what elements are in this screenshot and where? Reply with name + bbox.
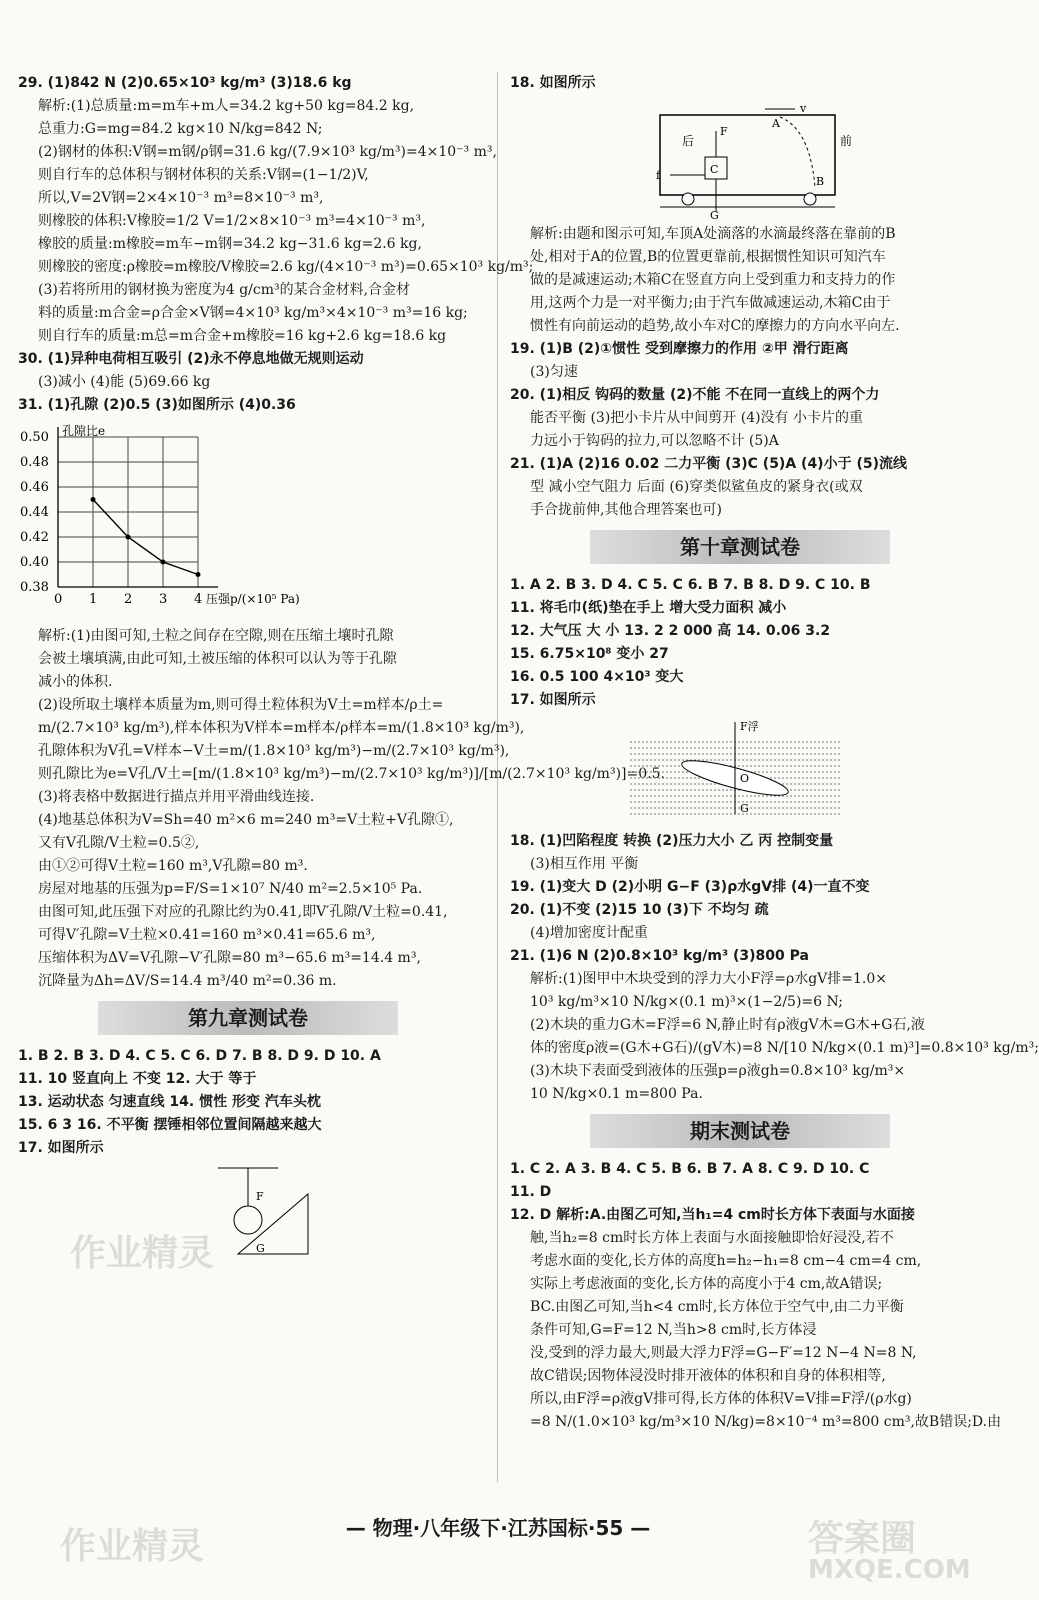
answer-line: 17. 如图所示 — [18, 1140, 104, 1156]
explanation-line: 则橡胶的密度:ρ橡胶=m橡胶/V橡胶=2.6 kg/(4×10⁻³ m³)=0.65×10³ kg/m³; — [38, 259, 534, 275]
explanation-line: 由图可知,此压强下对应的孔隙比约为0.41,即V′孔隙/V土粒=0.41, — [38, 904, 448, 920]
y-tick-label: 0.46 — [20, 480, 49, 495]
explanation-line: (2)钢材的体积:V钢=m钢/ρ钢=31.6 kg/(7.9×10³ kg/m³)=4×10⁻³ m³, — [38, 144, 497, 160]
explanation-line: 沉降量为Δh=ΔV/S=14.4 m³/40 m²=0.36 m. — [38, 973, 337, 989]
data-point — [126, 535, 131, 540]
explanation-line: 所以,V=2V钢=2×4×10⁻³ m³=8×10⁻³ m³, — [38, 190, 324, 206]
label-g: G — [710, 209, 719, 222]
section-heading: 第九章测试卷 — [98, 1001, 398, 1035]
explanation-line: 可得V′孔隙=V土粒×0.41=160 m³×0.41=65.6 m³, — [38, 927, 376, 943]
y-tick-label: 0.44 — [20, 505, 49, 520]
label-g-float: G — [740, 802, 749, 815]
explanation-line: 能否平衡 (3)把小卡片从中间剪开 (4)没有 小卡片的重 — [530, 410, 864, 426]
answer-line: 12. D 解析:A.由图乙可知,当h₁=4 cm时长方体下表面与水面接 — [510, 1207, 915, 1223]
answer-line: 30. (1)异种电荷相互吸引 (2)永不停息地做无规则运动 — [18, 351, 364, 367]
explanation-line: 解析:(1)总质量:m=m车+m人=34.2 kg+50 kg=84.2 kg, — [38, 98, 415, 114]
data-point — [196, 572, 201, 577]
answer-line: 16. 0.5 100 4×10³ 变大 — [510, 669, 684, 685]
explanation-line: 实际上考虑液面的变化,长方体的高度小于4 cm,故A错误; — [530, 1276, 883, 1292]
x-tick-label: 3 — [159, 592, 168, 607]
explanation-line: 处,相对于A的位置,B的位置更靠前,根据惯性知识可知汽车 — [530, 249, 886, 265]
answer-line: 21. (1)6 N (2)0.8×10³ kg/m³ (3)800 Pa — [510, 948, 809, 964]
answer-line: 31. (1)孔隙 (2)0.5 (3)如图所示 (4)0.36 — [18, 397, 296, 413]
explanation-line: 手合拢前伸,其他合理答案也可) — [530, 502, 722, 518]
answer-line: 11. 将毛巾(纸)垫在手上 增大受力面积 减小 — [510, 600, 787, 616]
explanation-line: 用,这两个力是一对平衡力;由于汽车做减速运动,木箱C由于 — [530, 295, 891, 311]
explanation-line: 型 减小空气阻力 后面 (6)穿类似鲨鱼皮的紧身衣(或双 — [530, 479, 863, 495]
answer-line: 15. 6.75×10⁸ 变小 27 — [510, 646, 669, 662]
answer-line: 11. 10 竖直向上 不变 12. 大于 等于 — [18, 1071, 257, 1087]
explanation-line: 解析:(1)图甲中木块受到的浮力大小F浮=ρ水gV排=1.0× — [530, 971, 888, 987]
y-tick-label: 0.42 — [20, 530, 49, 545]
y-tick-label: 0.40 — [20, 555, 49, 570]
answer-line: 20. (1)相反 钩码的数量 (2)不能 不在同一直线上的两个力 — [510, 387, 880, 403]
answer-line: 12. 大气压 大 小 13. 2 2 000 高 14. 0.06 3.2 — [510, 623, 831, 639]
explanation-line: 压缩体积为ΔV=V孔隙−V′孔隙=80 m³−65.6 m³=14.4 m³, — [38, 950, 421, 966]
explanation-line: =8 N/(1.0×10³ kg/m³×10 N/kg)=8×10⁻⁴ m³=800 cm³,故B错误;D.由 — [530, 1414, 1002, 1430]
explanation-line: (2)木块的重力G木=F浮=6 N,静止时有ρ液gV木=G木+G石,液 — [530, 1017, 925, 1033]
explanation-line: 则自行车的质量:m总=m合金+m橡胶=16 kg+2.6 kg=18.6 kg — [38, 328, 447, 344]
explanation-line: 解析:(1)由图可知,土粒之间存在空隙,则在压缩土壤时孔隙 — [38, 628, 394, 644]
explanation-line: 所以,由F浮=ρ液gV排可得,长方体的体积V=V排=F浮/(ρ水g) — [530, 1391, 912, 1407]
answer-line: 13. 运动状态 匀速直线 14. 惯性 形变 汽车头枕 — [18, 1094, 321, 1110]
label-c: C — [710, 163, 719, 176]
section-heading: 第十章测试卷 — [590, 530, 890, 564]
label-a: A — [772, 117, 780, 130]
watermark-3: 答案圈 — [808, 1518, 917, 1559]
label-b: B — [816, 175, 825, 188]
explanation-line: 则自行车的总体积与钢材体积的关系:V钢=(1−1/2)V, — [38, 167, 369, 183]
porosity-chart — [18, 421, 348, 621]
label-f: f — [656, 169, 661, 182]
label-f-up: F — [720, 125, 728, 138]
label-front: 前 — [840, 134, 853, 148]
explanation-line: 又有V孔隙/V土粒=0.5②, — [38, 835, 200, 851]
explanation-line: (4)增加密度计配重 — [530, 925, 648, 941]
answer-line: 1. C 2. A 3. B 4. C 5. B 6. B 7. A 8. C 9. D 10. C — [510, 1161, 870, 1177]
explanation-line: 则孔隙比为e=V孔/V土=[m/(1.8×10³ kg/m³)−m/(2.7×10³ kg/m³)]/[m/(2.7×10³ kg/m³)]=0.5. — [38, 766, 665, 782]
drop-path — [780, 117, 815, 187]
label-back: 后 — [682, 134, 695, 148]
answer-line: 11. D — [510, 1184, 552, 1200]
explanation-line: 料的质量:m合金=ρ合金×V钢=4×10³ kg/m³×4×10⁻³ m³=16 kg; — [38, 305, 468, 321]
label-g-ball: G — [256, 1242, 265, 1255]
label-f-ball: F — [256, 1190, 264, 1203]
answer-line: 17. 如图所示 — [510, 692, 596, 708]
answer-line: 18. 如图所示 — [510, 75, 596, 91]
explanation-line: (3)将表格中数据进行描点并用平滑曲线连接. — [38, 789, 315, 805]
watermark-4: MXQE.COM — [808, 1555, 971, 1585]
explanation-line: 做的是减速运动;木箱C在竖直方向上受到重力和支持力的作 — [530, 272, 896, 288]
explanation-line: 由①②可得V土粒=160 m³,V孔隙=80 m³. — [38, 858, 308, 874]
answer-line: 18. (1)凹陷程度 转换 (2)压力大小 乙 丙 控制变量 — [510, 833, 834, 849]
explanation-line: (3)若将所用的钢材换为密度为4 g/cm³的某合金材料,合金材 — [38, 282, 411, 298]
ball — [234, 1206, 262, 1234]
explanation-line: 橡胶的质量:m橡胶=m车−m钢=34.2 kg−31.6 kg=2.6 kg, — [38, 236, 422, 252]
data-point — [161, 560, 166, 565]
explanation-line: (3)减小 (4)能 (5)69.66 kg — [38, 374, 211, 390]
car-figure — [510, 99, 853, 222]
wheel-back — [682, 193, 694, 205]
explanation-line: 惯性有向前运动的趋势,故小车对C的摩擦力的方向水平向左. — [530, 318, 900, 334]
explanation-line: 10³ kg/m³×10 N/kg×(0.1 m)³×(1−2/5)=6 N; — [530, 994, 843, 1010]
explanation-line: 触,当h₂=8 cm时长方体上表面与水面接触即恰好浸没,若不 — [530, 1230, 894, 1246]
explanation-line: 会被土壤填满,由此可知,土被压缩的体积可以认为等于孔隙 — [38, 651, 397, 667]
explanation-line: 孔隙体积为V孔=V样本−V土=m/(1.8×10³ kg/m³)−m/(2.7×10³ kg/m³), — [38, 743, 510, 759]
explanation-line: (3)匀速 — [530, 364, 578, 380]
answer-line: 15. 6 3 16. 不平衡 摆锤相邻位置间隔越来越大 — [18, 1117, 322, 1133]
car-body — [660, 115, 835, 195]
watermark-1: 作业精灵 — [70, 1233, 215, 1274]
right-column — [510, 72, 1039, 1434]
label-v: v — [800, 102, 807, 115]
explanation-line: (4)地基总体积为V=Sh=40 m²×6 m=240 m³=V土粒+V孔隙①, — [38, 812, 454, 828]
explanation-line: (2)设所取土壤样本质量为m,则可得土粒体积为V土=m样本/ρ土= — [38, 697, 444, 713]
explanation-line: 条件可知,G=F=12 N,当h>8 cm时,长方体浸 — [530, 1322, 817, 1338]
explanation-line: 解析:由题和图示可知,车顶A处滴落的水滴最终落在靠前的B — [530, 226, 896, 242]
watermark-2: 作业精灵 — [60, 1526, 205, 1567]
section-heading: 期末测试卷 — [590, 1114, 890, 1148]
explanation-line: BC.由图乙可知,当h<4 cm时,长方体位于空气中,由二力平衡 — [530, 1299, 904, 1315]
x-tick-label: 2 — [124, 592, 133, 607]
answer-line: 20. (1)不变 (2)15 10 (3)下 不均匀 疏 — [510, 902, 769, 918]
label-f-float: F浮 — [740, 720, 759, 733]
x-tick-label: 4 — [194, 592, 203, 607]
explanation-line: 10 N/kg×0.1 m=800 Pa. — [530, 1086, 703, 1102]
explanation-line: 体的密度ρ液=(G木+G石)/(gV木)=8 N/[10 N/kg×(0.1 m)³]=0.8×10³ kg/m³; — [530, 1040, 1039, 1056]
answer-line: 21. (1)A (2)16 0.02 二力平衡 (3)C (5)A (4)小于 (5)流线 — [510, 456, 907, 472]
explanation-line: 总重力:G=mg=84.2 kg×10 N/kg=842 N; — [38, 121, 323, 137]
y-tick-label: 0.38 — [20, 580, 49, 595]
data-point — [91, 497, 96, 502]
explanation-line: 没,受到的浮力最大,则最大浮力F浮=G−F′=12 N−4 N=8 N, — [530, 1345, 917, 1361]
answer-line: 1. A 2. B 3. D 4. C 5. C 6. B 7. B 8. D 9. C 10. B — [510, 577, 871, 593]
answer-line: 1. B 2. B 3. D 4. C 5. C 6. D 7. B 8. D 9. D 10. A — [18, 1048, 381, 1064]
wheel-front — [804, 193, 816, 205]
explanation-line: 减小的体积. — [38, 674, 113, 690]
page-footer: — 物理·八年级下·江苏国标·55 — — [345, 1516, 651, 1540]
x-tick-label: 1 — [89, 592, 98, 607]
explanation-line: 力远小于钩码的拉力,可以忽略不计 (5)A — [530, 433, 779, 449]
explanation-line: (3)木块下表面受到液体的压强p=ρ液gh=0.8×10³ kg/m³× — [530, 1063, 906, 1079]
label-o: O — [740, 772, 750, 785]
explanation-line: 房屋对地基的压强为p=F/S=1×10⁷ N/40 m²=2.5×10⁵ Pa. — [38, 881, 423, 897]
answer-line: 19. (1)B (2)①惯性 受到摩擦力的作用 ②甲 滑行距离 — [510, 341, 849, 357]
floating-object-figure — [510, 716, 840, 826]
explanation-line: 则橡胶的体积:V橡胶=1/2 V=1/2×8×10⁻³ m³=4×10⁻³ m³, — [38, 213, 426, 229]
explanation-line: 故C错误;因物体浸没时排开液体的体积和自身的体积相等, — [530, 1368, 886, 1384]
x-tick-label: 0 — [54, 592, 63, 607]
explanation-line: (3)相互作用 平衡 — [530, 856, 639, 872]
y-tick-label: 0.50 — [20, 430, 49, 445]
answer-line: 29. (1)842 N (2)0.65×10³ kg/m³ (3)18.6 kg — [18, 75, 352, 91]
y-tick-label: 0.48 — [20, 455, 49, 470]
explanation-line: 考虑水面的变化,长方体的高度h=h₂−h₁=8 cm−4 cm=4 cm, — [530, 1253, 922, 1269]
explanation-line: m/(2.7×10³ kg/m³),样本体积为V样本=m样本/ρ样本=m/(1.8×10³ kg/m³), — [38, 720, 525, 736]
y-axis-label: 孔隙比e — [62, 424, 106, 438]
x-axis-label: 压强p/(×10⁵ Pa) — [206, 592, 300, 606]
answer-line: 19. (1)变大 D (2)小明 G−F (3)ρ水gV排 (4)一直不变 — [510, 879, 870, 895]
